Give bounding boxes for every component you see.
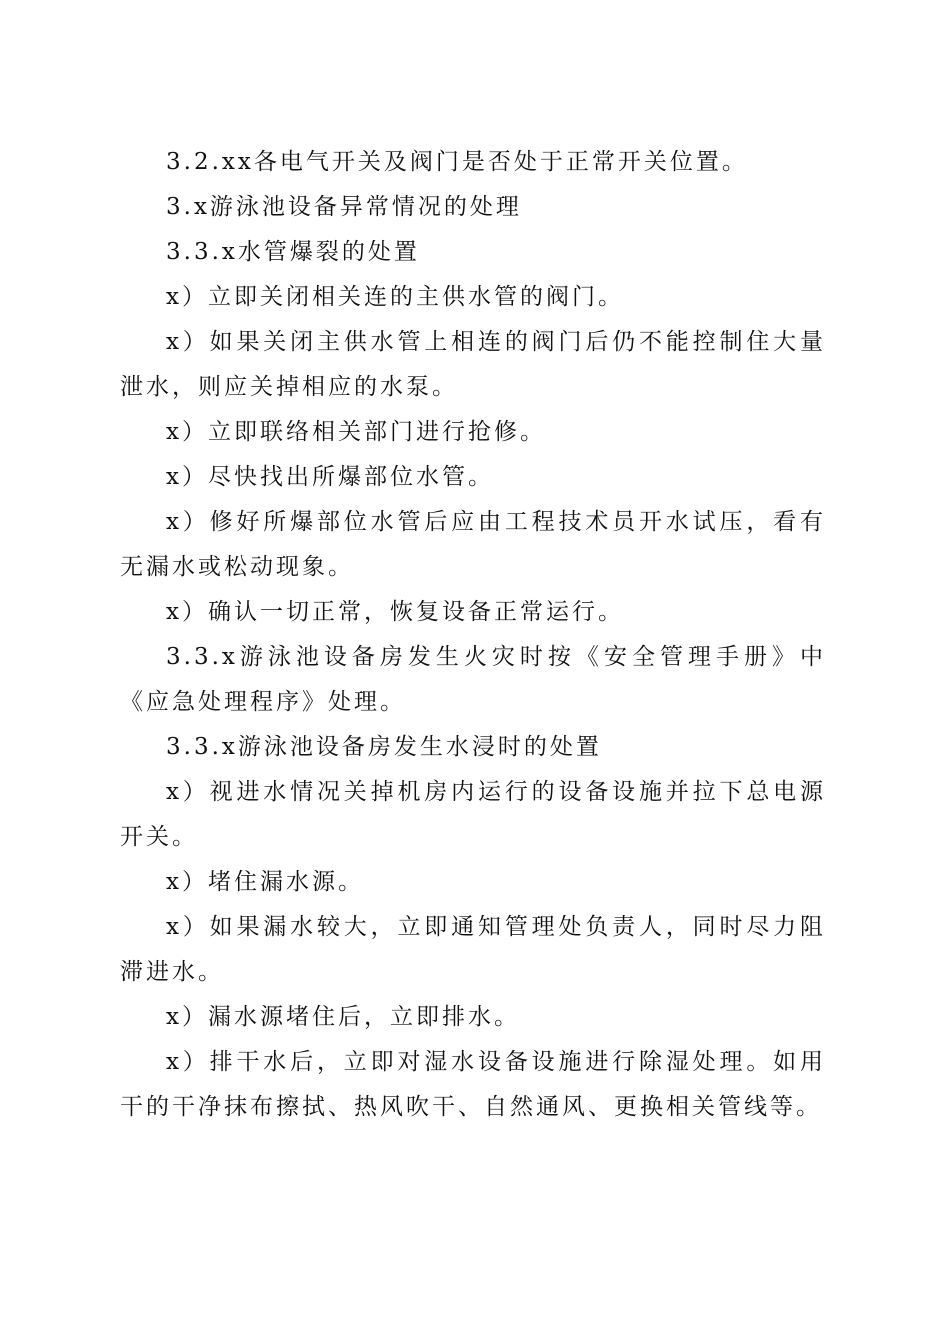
- paragraph: 3.3.x游泳池设备房发生水浸时的处置: [166, 734, 602, 760]
- document-body: [120, 140, 826, 1130]
- paragraph: 3.2.xx各电气开关及阀门是否处于正常开关位置。: [166, 149, 748, 175]
- paragraph: x）如果关闭主供水管上相连的阀门后仍不能控制住大量泄水，则应关掉相应的水泵。: [120, 329, 826, 400]
- paragraph: 3.3.x水管爆裂的处置: [166, 239, 420, 265]
- paragraph: x）确认一切正常，恢复设备正常运行。: [166, 599, 624, 625]
- paragraph: x）堵住漏水源。: [166, 869, 364, 895]
- paragraph: x）视进水情况关掉机房内运行的设备设施并拉下总电源开关。: [120, 779, 826, 850]
- paragraph: x）立即关闭相关连的主供水管的阀门。: [166, 284, 624, 310]
- paragraph: x）立即联络相关部门进行抢修。: [166, 419, 546, 445]
- paragraph: x）如果漏水较大，立即通知管理处负责人，同时尽力阻滞进水。: [120, 914, 826, 985]
- paragraph: x）修好所爆部位水管后应由工程技术员开水试压，看有无漏水或松动现象。: [120, 509, 826, 580]
- paragraph: 3.3.x游泳池设备房发生火灾时按《安全管理手册》中《应急处理程序》处理。: [120, 644, 826, 715]
- paragraph: x）漏水源堵住后，立即排水。: [166, 1004, 520, 1030]
- paragraph: x）尽快找出所爆部位水管。: [166, 464, 494, 490]
- paragraph: x）排干水后，立即对湿水设备设施进行除湿处理。如用干的干净抹布擦拭、热风吹干、自然通风、更换相关管线等。: [120, 1049, 826, 1120]
- paragraph: 3.x游泳池设备异常情况的处理: [166, 194, 522, 220]
